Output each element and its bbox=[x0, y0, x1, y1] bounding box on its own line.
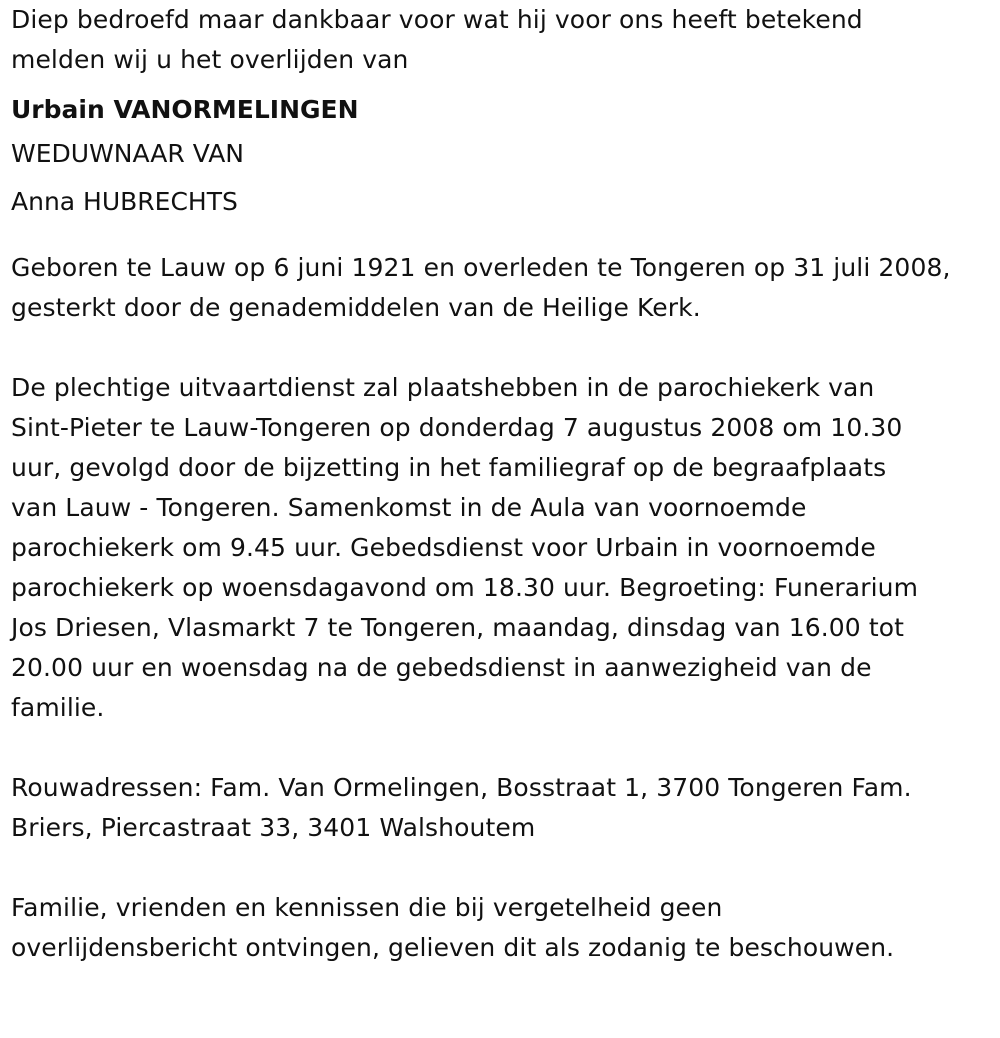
deceased-name: Urbain VANORMELINGEN bbox=[11, 95, 359, 124]
spacer bbox=[11, 328, 996, 368]
intro-line: melden wij u het overlijden van bbox=[11, 45, 409, 74]
closing-line: overlijdensbericht ontvingen, gelieven dit als zodanig te beschouwen. bbox=[11, 933, 895, 962]
relation-label: WEDUWNAAR VAN bbox=[11, 139, 245, 168]
birth-death-paragraph bbox=[11, 248, 996, 328]
spouse-name: Anna HUBRECHTS bbox=[11, 187, 238, 216]
intro-paragraph bbox=[11, 0, 996, 80]
service-line: 20.00 uur en woensdag na de gebedsdienst in aanwezigheid van de bbox=[11, 653, 872, 682]
service-line: familie. bbox=[11, 693, 105, 722]
intro-line: Diep bedroefd maar dankbaar voor wat hij voor ons heeft betekend bbox=[11, 5, 863, 34]
birth-death-line: Geboren te Lauw op 6 juni 1921 en overleden te Tongeren op 31 juli 2008, bbox=[11, 253, 951, 282]
service-line: Sint-Pieter te Lauw-Tongeren op donderdag 7 augustus 2008 om 10.30 bbox=[11, 413, 903, 442]
service-line: parochiekerk op woensdagavond om 18.30 uur. Begroeting: Funerarium bbox=[11, 573, 919, 602]
addresses-paragraph bbox=[11, 768, 996, 848]
service-line: van Lauw - Tongeren. Samenkomst in de Aula van voornoemde bbox=[11, 493, 807, 522]
addresses-line: Rouwadressen: Fam. Van Ormelingen, Bosstraat 1, 3700 Tongeren Fam. bbox=[11, 773, 912, 802]
obituary-notice bbox=[11, 0, 996, 968]
closing-paragraph bbox=[11, 888, 996, 968]
service-paragraph bbox=[11, 368, 996, 728]
birth-death-line: gesterkt door de genademiddelen van de Heilige Kerk. bbox=[11, 293, 701, 322]
service-line: De plechtige uitvaartdienst zal plaatshebben in de parochiekerk van bbox=[11, 373, 875, 402]
spacer bbox=[11, 226, 996, 248]
addresses-line: Briers, Piercastraat 33, 3401 Walshoutem bbox=[11, 813, 536, 842]
closing-line: Familie, vrienden en kennissen die bij vergetelheid geen bbox=[11, 893, 723, 922]
service-line: parochiekerk om 9.45 uur. Gebedsdienst voor Urbain in voornoemde bbox=[11, 533, 876, 562]
service-line: Jos Driesen, Vlasmarkt 7 te Tongeren, maandag, dinsdag van 16.00 tot bbox=[11, 613, 905, 642]
spacer bbox=[11, 848, 996, 888]
service-line: uur, gevolgd door de bijzetting in het familiegraf op de begraafplaats bbox=[11, 453, 887, 482]
spacer bbox=[11, 728, 996, 768]
